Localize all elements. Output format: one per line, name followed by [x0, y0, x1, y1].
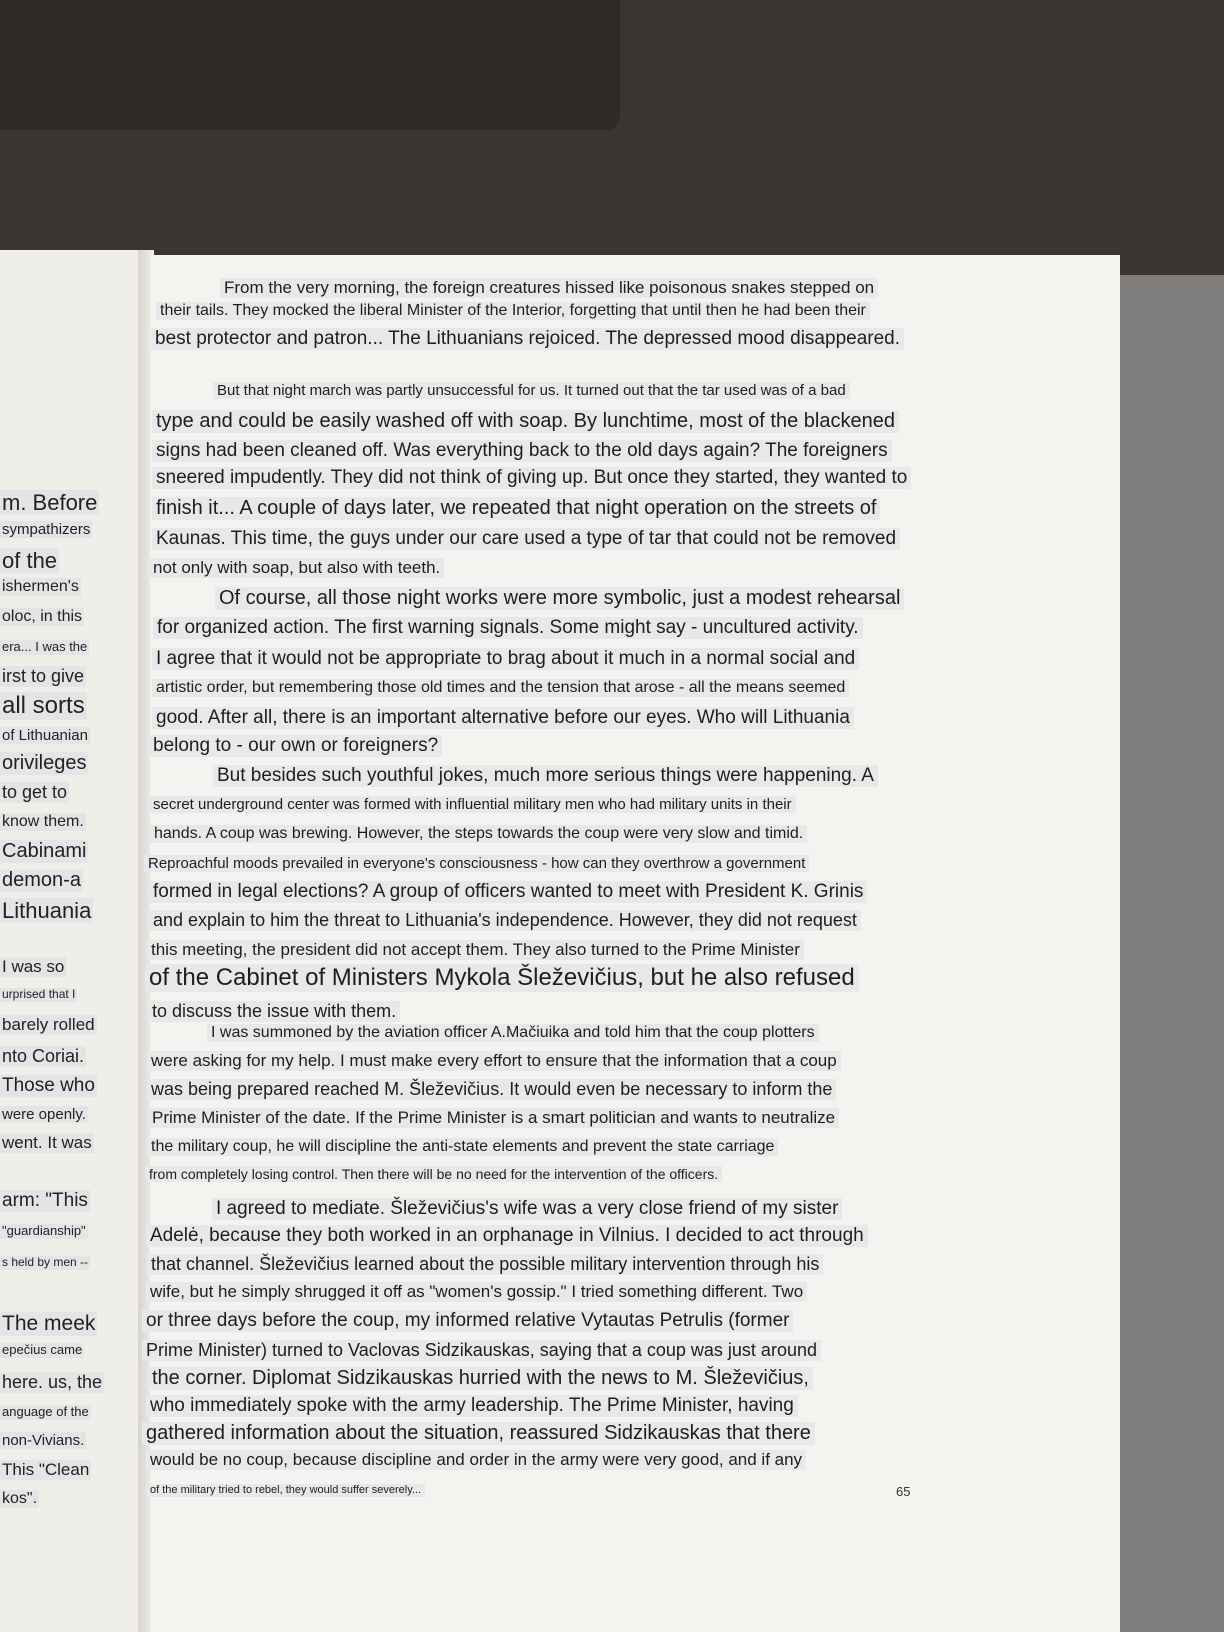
left-page-line: "guardianship"	[2, 1223, 86, 1238]
background-surface-top	[0, 0, 1224, 275]
left-page-line: epečius came	[2, 1342, 83, 1357]
text-line: Prime Minister of the date. If the Prime Minister is a smart politician and wants to neutralize	[148, 1108, 839, 1128]
text-line: belong to - our own or foreigners?	[149, 735, 442, 757]
text-line: not only with soap, but also with teeth.	[149, 558, 444, 578]
text-line: was being prepared reached M. Šleževičius. It would even be necessary to inform the	[147, 1079, 836, 1100]
left-page-line: orivileges	[2, 752, 87, 774]
left-page-line: anguage of the	[2, 1404, 89, 1419]
left-page-line: all sorts	[2, 692, 85, 719]
text-line: the military coup, he will discipline the anti-state elements and prevent the state carriage	[147, 1138, 778, 1156]
text-line: the corner. Diplomat Sidzikauskas hurried with the news to M. Šleževičius,	[148, 1367, 813, 1390]
text-line: secret underground center was formed with influential military men who had military units in their	[149, 796, 796, 813]
text-line: gathered information about the situation, reassured Sidzikauskas that there	[142, 1422, 815, 1445]
text-line: I agreed to mediate. Šleževičius's wife was a very close friend of my sister	[212, 1198, 842, 1220]
text-line: from completely losing control. Then there will be no need for the intervention of the officers.	[145, 1166, 722, 1182]
dark-object	[0, 0, 620, 130]
left-page-line: era... I was the	[2, 639, 88, 654]
left-page-line: sympathizers	[2, 521, 91, 538]
left-page-line: of the	[2, 548, 58, 573]
text-line: But besides such youthful jokes, much more serious things were happening. A	[213, 765, 878, 787]
text-line: But that night march was partly unsuccessful for us. It turned out that the tar used was of a bad	[213, 382, 850, 399]
left-page-line: Those who	[2, 1075, 95, 1096]
text-line: good. After all, there is an important alternative before our eyes. Who will Lithuania	[152, 707, 854, 729]
right-page	[146, 255, 1120, 1632]
text-line: of the military tried to rebel, they would suffer severely...	[146, 1484, 425, 1497]
text-line: Of course, all those night works were more symbolic, just a modest rehearsal	[215, 587, 904, 610]
text-line: signs had been cleaned off. Was everything back to the old days again? The foreigners	[152, 440, 892, 462]
text-line: I agree that it would not be appropriate to brag about it much in a normal social and	[152, 648, 859, 670]
left-page-line: non-Vivians.	[2, 1432, 85, 1449]
text-line: best protector and patron... The Lithuanians rejoiced. The depressed mood disappeared.	[151, 328, 904, 350]
left-page-line: kos".	[2, 1490, 38, 1507]
text-line: artistic order, but remembering those old times and the tension that arose - all the means seemed	[152, 679, 849, 697]
text-line: that channel. Šleževičius learned about the possible military intervention through his	[147, 1254, 823, 1275]
left-page-line: arm: "This	[2, 1190, 88, 1211]
text-line: this meeting, the president did not accept them. They also turned to the Prime Minister	[147, 940, 804, 960]
text-line: would be no coup, because discipline and order in the army were very good, and if any	[146, 1450, 806, 1470]
left-page-line: The meek	[2, 1312, 96, 1335]
left-page-line: were openly.	[2, 1106, 86, 1123]
left-page-line: urprised that I	[2, 987, 76, 1001]
left-page	[0, 250, 142, 1632]
text-line: Prime Minister) turned to Vaclovas Sidzikauskas, saying that a coup was just around	[142, 1340, 821, 1361]
left-page-line: barely rolled	[2, 1015, 95, 1034]
left-page-line: This "Clean	[2, 1460, 90, 1479]
text-line: to discuss the issue with them.	[148, 1001, 400, 1022]
page-number: 65	[896, 1484, 911, 1499]
text-line: their tails. They mocked the liberal Minister of the Interior, forgetting that until then he had been their	[156, 302, 870, 320]
left-page-line: I was so	[2, 957, 65, 976]
text-line: Reproachful moods prevailed in everyone's consciousness - how can they overthrow a government	[144, 855, 809, 872]
left-page-line: ishermen's	[2, 578, 79, 595]
left-page-line: know them.	[2, 813, 84, 830]
text-line: and explain to him the threat to Lithuania's independence. However, they did not request	[149, 910, 861, 931]
left-page-line: m. Before	[2, 490, 98, 515]
text-line: I was summoned by the aviation officer A.Mačiuika and told him that the coup plotters	[207, 1024, 819, 1042]
text-line: finish it... A couple of days later, we repeated that night operation on the streets of	[152, 497, 880, 520]
left-page-line: demon-a	[2, 869, 81, 891]
text-line: were asking for my help. I must make every effort to ensure that the information that a coup	[147, 1051, 841, 1071]
left-page-line: Lithuania	[2, 898, 92, 923]
left-page-line: of Lithuanian	[2, 727, 88, 744]
text-line: wife, but he simply shrugged it off as "women's gossip." I tried something different. Two	[146, 1282, 807, 1302]
left-page-line: nto Coriai.	[2, 1046, 85, 1066]
left-page-line: Cabinami	[2, 840, 87, 862]
text-line: or three days before the coup, my informed relative Vytautas Petrulis (former	[142, 1310, 793, 1332]
left-page-line: oloc, in this	[2, 608, 83, 625]
left-page-line: s held by men --	[2, 1255, 89, 1269]
text-line: who immediately spoke with the army leadership. The Prime Minister, having	[146, 1395, 798, 1417]
text-line: Adelė, because they both worked in an orphanage in Vilnius. I decided to act through	[146, 1225, 868, 1247]
text-line: hands. A coup was brewing. However, the steps towards the coup were very slow and timid.	[150, 825, 807, 843]
left-page-line: irst to give	[2, 666, 85, 686]
text-line: formed in legal elections? A group of officers wanted to meet with President K. Grinis	[149, 881, 867, 903]
text-line: for organized action. The first warning signals. Some might say - uncultured activity.	[153, 617, 863, 639]
left-page-line: went. It was	[2, 1133, 92, 1152]
left-page-line: to get to	[2, 782, 68, 802]
background-surface-right	[1114, 275, 1224, 1632]
text-line: From the very morning, the foreign creatures hissed like poisonous snakes stepped on	[220, 278, 878, 298]
text-line: type and could be easily washed off with soap. By lunchtime, most of the blackened	[152, 410, 899, 433]
text-line: of the Cabinet of Ministers Mykola Šleževičius, but he also refused	[145, 964, 859, 992]
left-page-line: here. us, the	[2, 1372, 103, 1392]
text-line: sneered impudently. They did not think of giving up. But once they started, they wanted to	[152, 467, 911, 489]
text-line: Kaunas. This time, the guys under our care used a type of tar that could not be removed	[152, 528, 900, 550]
